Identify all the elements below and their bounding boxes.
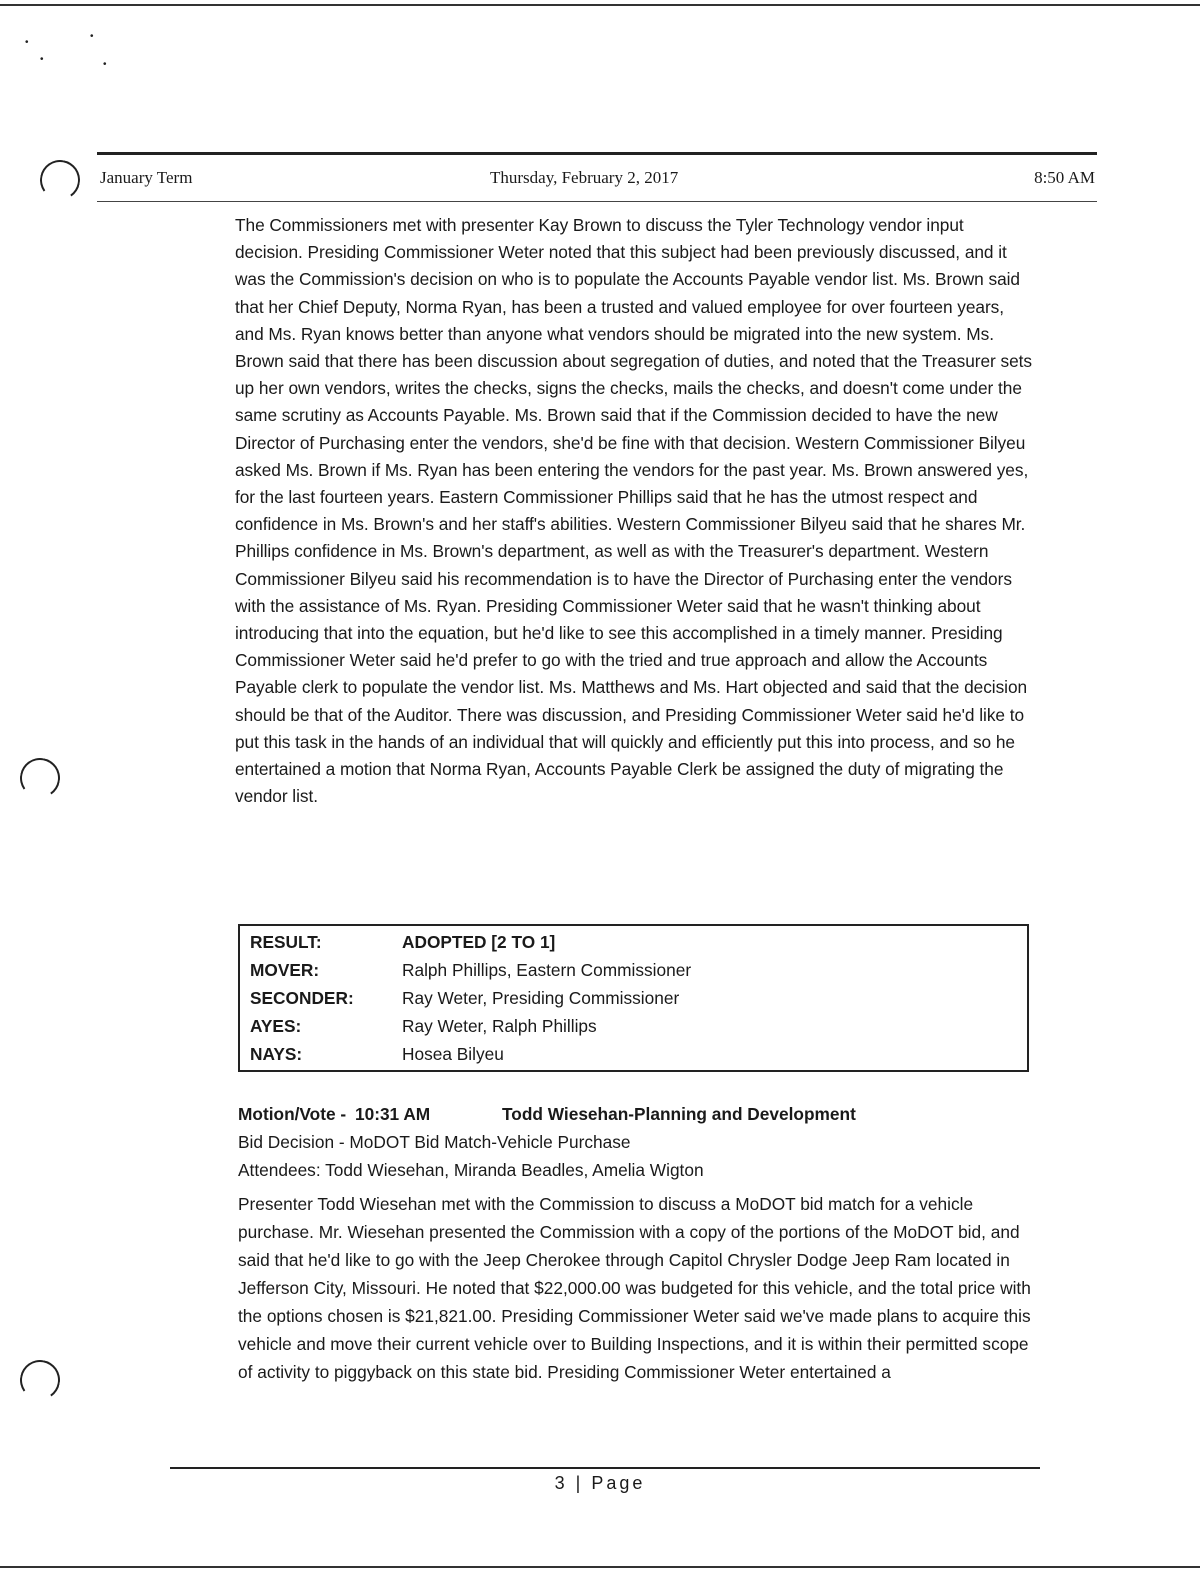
motion-time: 10:31 AM (354, 1104, 431, 1124)
motion-presenter: Todd Wiesehan-Planning and Development (502, 1104, 856, 1124)
punch-hole-top (37, 157, 83, 203)
ayes-label: AYES: (250, 1016, 302, 1036)
nays-value: Hosea Bilyeu (402, 1044, 504, 1064)
punch-hole-bottom (17, 1357, 63, 1403)
scan-speck: • (40, 54, 44, 65)
ayes-value: Ray Weter, Ralph Phillips (402, 1016, 597, 1036)
paragraph-vehicle-purchase: Presenter Todd Wiesehan met with the Commission to discuss a MoDOT bid match for a vehicle purchase. Mr. Wiesehan presented the Commission with a copy of the portions of the MoDOT bid, and said that he'd like to go with the Jeep Cherokee through Capitol Chrysler Dodge Jeep Ram located in Jefferson City, Missouri. He noted that $22,000.00 was budgeted for this vehicle, and the total price with the options chosen is $21,821.00. Presiding Commissioner Weter said we've made plans to acquire this vehicle and move their current vehicle over to Building Inspections, and it is within their permitted scope of activity to piggyback on this state bid. Presiding Commissioner Weter entertained a (238, 1194, 1031, 1382)
scan-speck: • (25, 37, 29, 48)
mover-value: Ralph Phillips, Eastern Commissioner (402, 960, 692, 980)
page-number: 3 | Page (554, 1473, 646, 1493)
header-time: 8:50 AM (1034, 168, 1095, 187)
header-term: January Term (100, 168, 193, 187)
scan-bottom-edge (0, 1566, 1200, 1568)
page-header (97, 152, 1097, 202)
nays-label: NAYS: (250, 1044, 303, 1064)
scan-speck: • (103, 59, 107, 70)
scan-speck: • (90, 31, 94, 42)
header-date: Thursday, February 2, 2017 (490, 168, 679, 187)
scan-top-edge (0, 4, 1200, 6)
motion-prefix: Motion/Vote - (238, 1104, 347, 1124)
result-label: RESULT: (250, 932, 322, 952)
motion-subject: Bid Decision - MoDOT Bid Match-Vehicle Purchase (238, 1132, 631, 1152)
seconder-label: SECONDER: (250, 988, 354, 1008)
result-value: ADOPTED [2 TO 1] (402, 932, 556, 952)
motion-heading (238, 1100, 1038, 1184)
punch-hole-middle (17, 755, 63, 801)
mover-label: MOVER: (250, 960, 320, 980)
vote-result-box (238, 924, 1029, 1072)
motion-attendees: Attendees: Todd Wiesehan, Miranda Beadles, Amelia Wigton (238, 1160, 704, 1180)
paragraph-vendor-decision: The Commissioners met with presenter Kay Brown to discuss the Tyler Technology vendor input decision. Presiding Commissioner Weter noted that this subject had been previously discussed, and it was the Commission's decision on who is to populate the Accounts Payable vendor list. Ms. Brown said that her Chief Deputy, Norma Ryan, has been a trusted and valued employee for over fourteen years, and Ms. Ryan knows better than anyone what vendors should be migrated into the new system. Ms. Brown said that there has been discussion about segregation of duties, and noted that the Treasurer sets up her own vendors, writes the checks, signs the checks, mails the checks, and doesn't come under the same scrutiny as Accounts Payable. Ms. Brown said that if the Commission decided to have the new Director of Purchasing enter the vendors, she'd be fine with that decision. Western Commissioner Bilyeu asked Ms. Brown if Ms. Ryan has been entering the vendors for the past year. Ms. Brown answered yes, for the last fourteen years. Eastern Commissioner Phillips said that he has the utmost respect and confidence in Ms. Brown's and her staff's abilities. Western Commissioner Bilyeu said that he shares Mr. Phillips confidence in Ms. Brown's department, as well as with the Treasurer's department. Western Commissioner Bilyeu said his recommendation is to have the Director of Purchasing enter the vendors with the assistance of Ms. Ryan. Presiding Commissioner Weter said that he wasn't thinking about introducing that into the equation, but he'd like to see this accomplished in a timely manner. Presiding Commissioner Weter said he'd prefer to go with the tried and true approach and allow the Accounts Payable clerk to populate the vendor list. Ms. Matthews and Ms. Hart objected and said that the decision should be that of the Auditor. There was discussion, and Presiding Commissioner Weter said he'd like to put this task in the hands of an individual that will quickly and efficiently put this into process, and so he entertained a motion that Norma Ryan, Accounts Payable Clerk be assigned the duty of migrating the vendor list. (235, 215, 1032, 807)
minutes-body (235, 212, 1035, 810)
footer-divider (170, 1467, 1040, 1469)
seconder-value: Ray Weter, Presiding Commissioner (402, 988, 680, 1008)
vehicle-purchase-body (238, 1190, 1038, 1386)
